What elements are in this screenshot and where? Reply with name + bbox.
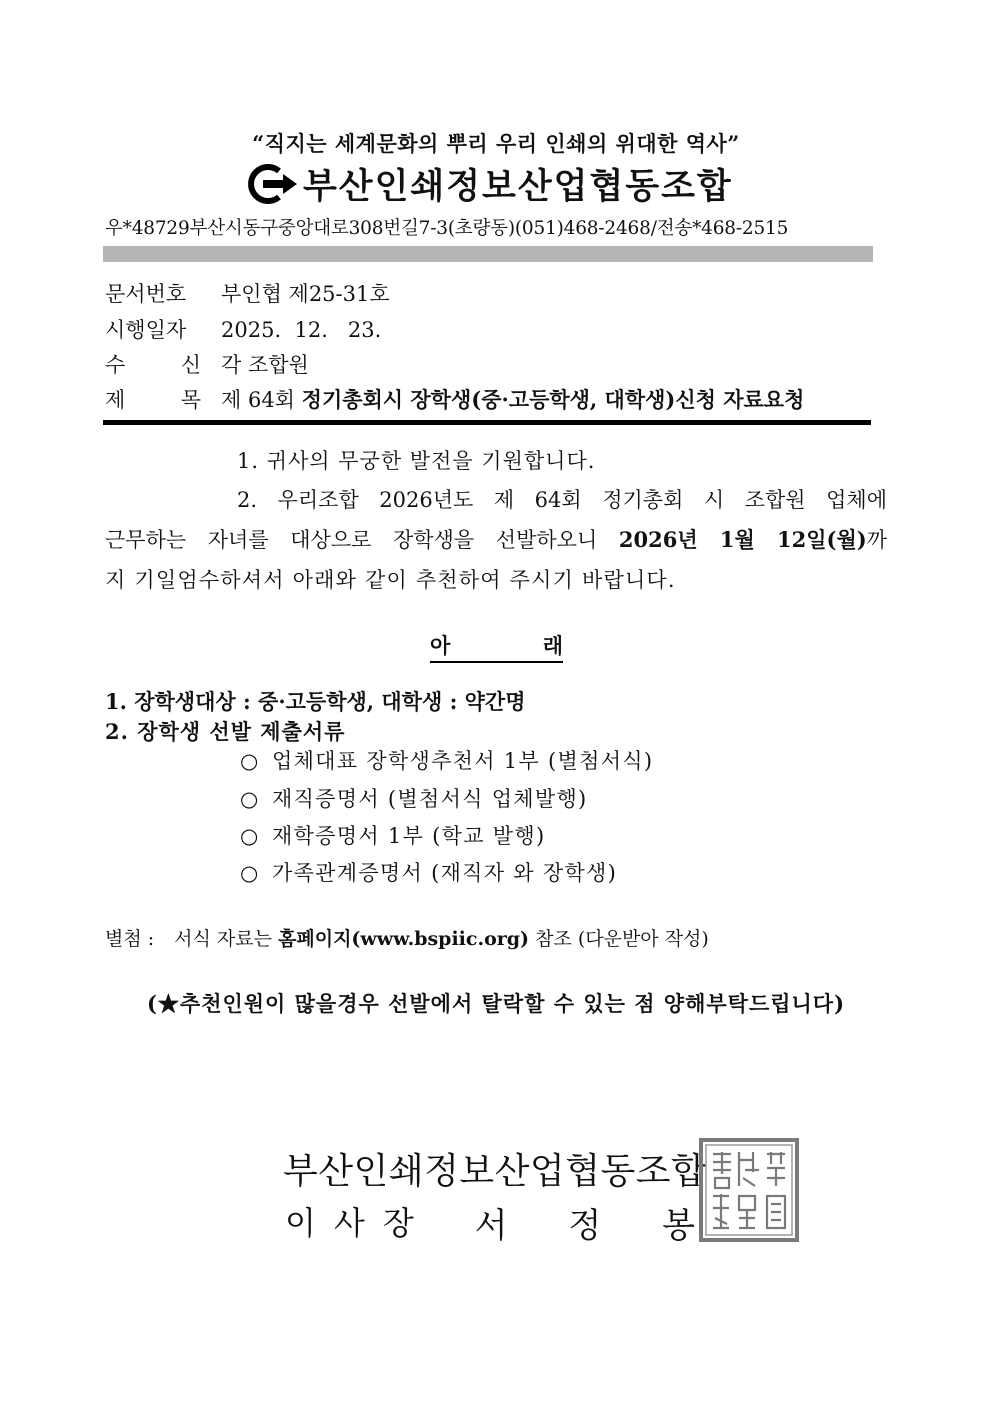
subject-prefix: 제 64회 <box>221 388 302 412</box>
doc-date: 2025. 12. 23. <box>221 318 382 342</box>
date-row <box>105 314 381 344</box>
attachment-label: 별첨 : <box>105 928 155 950</box>
signature-title: 이 사 장 서 정 봉 <box>285 1204 695 1246</box>
circle-bullet-icon: ○ <box>240 749 260 773</box>
date-label: 시행일자 <box>105 318 187 342</box>
address-line: 우*48729부산시동구중앙대로308번길7-3(초량동)(051)468-2468/전송*468-2515 <box>105 218 789 239</box>
org-logo-icon <box>243 161 299 207</box>
paragraph-3: 근무하는 자녀를 대상으로 장학생을 선발하오니 2026년 1월 12일(월)까 <box>105 527 887 552</box>
doc-number: 부인협 제25-31호 <box>221 282 390 306</box>
recipient-row <box>105 349 309 379</box>
slogan: “직지는 세계문화의 뿌리 우리 인쇄의 위대한 역사” <box>252 131 740 156</box>
homepage-link: 홈페이지(www.bspiic.org) <box>278 928 530 950</box>
deadline: 2026년 1월 12일(월) <box>618 527 867 552</box>
list-item-1: 1. 장학생대상 : 중·고등학생, 대학생 : 약간명 <box>105 689 526 714</box>
circle-bullet-icon: ○ <box>240 787 260 811</box>
signature-org: 부산인쇄정보산업협동조합 <box>283 1151 707 1192</box>
notice-heading: 아 래 <box>430 630 563 663</box>
paragraph-4: 지 기일엄수하셔서 아래와 같이 추천하여 주시기 바랍니다. <box>105 568 676 592</box>
paragraph-2: 2. 우리조합 2026년도 제 64회 정기총회 시 조합원 업체에 <box>237 488 887 512</box>
paragraph-1: 1. 귀사의 무궁한 발전을 기원합니다. <box>237 449 596 473</box>
attachment-line: 별첨 : 서식 자료는 홈페이지(www.bspiic.org) 참조 (다운받아 작성) <box>105 928 709 950</box>
subject-row <box>105 384 804 414</box>
subject: 정기총회시 장학생(중·고등학생, 대학생)신청 자료요청 <box>301 387 805 412</box>
doc-number-row <box>105 278 390 308</box>
divider-rule <box>103 420 871 425</box>
sub-item: ○ 가족관계증명서 (재직자 와 장학생) <box>240 861 618 885</box>
doc-number-label: 문서번호 <box>105 282 187 306</box>
org-name: 부산인쇄정보산업협동조합 <box>303 166 733 207</box>
notice-text: (★추천인원이 많을경우 선발에서 탈락할 수 있는 점 양해부탁드립니다) <box>146 991 846 1016</box>
recipient: 각 조합원 <box>221 353 309 377</box>
recipient-label: 수 신 <box>105 353 201 377</box>
letterhead <box>243 160 733 208</box>
sub-item: ○ 재학증명서 1부 (학교 발행) <box>240 824 546 848</box>
subject-label: 제 목 <box>105 388 201 412</box>
sub-item: ○ 업체대표 장학생추천서 1부 (별첨서식) <box>240 749 654 773</box>
circle-bullet-icon: ○ <box>240 824 260 848</box>
sub-item: ○ 재직증명서 (별첨서식 업체발행) <box>240 787 588 811</box>
circle-bullet-icon: ○ <box>240 861 260 885</box>
header-bar <box>103 246 873 262</box>
list-item-2: 2. 장학생 선발 제출서류 <box>105 719 346 744</box>
official-seal-icon <box>699 1138 799 1242</box>
